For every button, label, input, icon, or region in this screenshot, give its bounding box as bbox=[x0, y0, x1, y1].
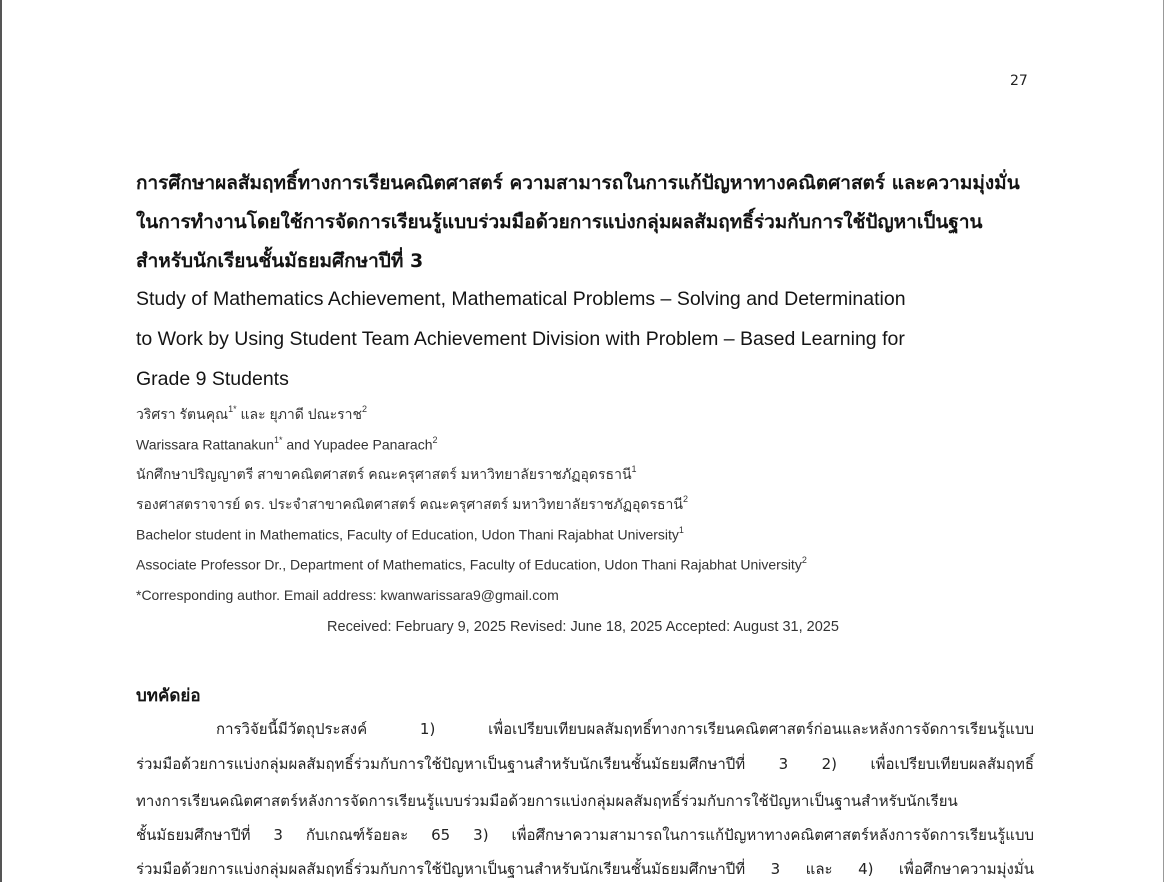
abstract-line: ชั้นมัธยมศึกษาปีที่ 3 กับเกณฑ์ร้อยละ 65 3) เพื่อศึกษาความสามารถในการแก้ปัญหาทางคณิตศาสตร์หลังการจัดการเรียนรู้แบบ bbox=[136, 826, 1034, 844]
affiliation-th-1 bbox=[136, 464, 1056, 486]
abstract-line: ทางการเรียนคณิตศาสตร์หลังการจัดการเรียนรู้แบบร่วมมือด้วยการแบ่งกลุ่มผลสัมฤทธิ์ร่วมกับการใช้ปัญหาเป็นฐานสำหรับนักเรียน bbox=[136, 792, 958, 810]
affiliation-en-1-text: Bachelor student in Mathematics, Faculty of Education, Udon Thani Rajabhat University bbox=[136, 526, 679, 543]
accepted-date: Accepted: August 31, 2025 bbox=[665, 619, 839, 635]
affiliation-th-2 bbox=[136, 494, 1056, 516]
affiliation-th-2-sup: 2 bbox=[682, 494, 688, 505]
affiliation-en-1-sup: 1 bbox=[678, 525, 684, 535]
title-en-line-1: Study of Mathematics Achievement, Mathematical Problems – Solving and Determination bbox=[136, 288, 906, 310]
affiliation-en-2 bbox=[136, 556, 1056, 573]
author-en-1-sup: 1* bbox=[273, 435, 283, 445]
affiliation-th-1-sup: 1 bbox=[631, 464, 637, 475]
abstract-line: การวิจัยนี้มีวัตถุประสงค์ 1) เพื่อเปรียบเทียบผลสัมฤทธิ์ทางการเรียนคณิตศาสตร์ก่อนและหลังการจัดการเรียนรู้แบบ bbox=[216, 720, 1034, 738]
affiliation-th-1-text: นักศึกษาปริญญาตรี สาขาคณิตศาสตร์ คณะครุศาสตร์ มหาวิทยาลัยราชภัฏอุดรธานี bbox=[136, 466, 632, 482]
submission-dates bbox=[0, 619, 1166, 635]
author-en-2: and Yupadee Panarach bbox=[282, 436, 433, 453]
author-en-2-sup: 2 bbox=[432, 435, 438, 445]
author-th-2-sup: 2 bbox=[362, 404, 368, 415]
affiliation-en-1 bbox=[136, 526, 1056, 543]
page-number: 27 bbox=[1010, 73, 1028, 89]
title-th-line-2: ในการทำงานโดยใช้การจัดการเรียนรู้แบบร่วมมือด้วยการแบ่งกลุ่มผลสัมฤทธิ์ร่วมกับการใช้ปัญหาเป็นฐาน bbox=[136, 211, 983, 233]
authors-th bbox=[136, 404, 1056, 426]
title-th-line-3: สำหรับนักเรียนชั้นมัธยมศึกษาปีที่ 3 bbox=[136, 250, 424, 272]
page-border-right bbox=[1163, 0, 1164, 882]
title-en-line-3: Grade 9 Students bbox=[136, 368, 289, 390]
revised-date: Revised: June 18, 2025 bbox=[510, 619, 663, 635]
author-th-1: วริศรา รัตนคุณ bbox=[136, 406, 229, 422]
abstract-line: ร่วมมือด้วยการแบ่งกลุ่มผลสัมฤทธิ์ร่วมกับการใช้ปัญหาเป็นฐานสำหรับนักเรียนชั้นมัธยมศึกษาปีที่ 3 และ 4) เพื่อศึกษาความมุ่งมั่น bbox=[136, 860, 1034, 878]
authors-en bbox=[136, 436, 1056, 453]
title-en-line-2: to Work by Using Student Team Achievement Division with Problem – Based Learning for bbox=[136, 328, 905, 350]
affiliation-en-2-sup: 2 bbox=[801, 555, 807, 565]
title-th-line-1: การศึกษาผลสัมฤทธิ์ทางการเรียนคณิตศาสตร์ ความสามารถในการแก้ปัญหาทางคณิตศาสตร์ และความมุ่งมั่น bbox=[136, 172, 1020, 194]
received-date: Received: February 9, 2025 bbox=[327, 619, 506, 635]
abstract-heading: บทคัดย่อ bbox=[136, 686, 201, 706]
affiliation-th-2-text: รองศาสตราจารย์ ดร. ประจำสาขาคณิตศาสตร์ คณะครุศาสตร์ มหาวิทยาลัยราชภัฏอุดรธานี bbox=[136, 496, 683, 512]
affiliation-en-2-text: Associate Professor Dr., Department of Mathematics, Faculty of Education, Udon Thani Rajabhat University bbox=[136, 556, 802, 573]
author-th-2: และ ยุภาดี ปณะราช bbox=[236, 406, 363, 422]
author-th-1-sup: 1* bbox=[228, 404, 237, 415]
corresponding-author: *Corresponding author. Email address: kwanwarissara9@gmail.com bbox=[136, 587, 559, 603]
abstract-line: ร่วมมือด้วยการแบ่งกลุ่มผลสัมฤทธิ์ร่วมกับการใช้ปัญหาเป็นฐานสำหรับนักเรียนชั้นมัธยมศึกษาปีที่ 3 2) เพื่อเปรียบเทียบผลสัมฤทธิ์ bbox=[136, 755, 1034, 773]
author-en-1: Warissara Rattanakun bbox=[136, 436, 274, 453]
page-border-left bbox=[0, 0, 2, 882]
